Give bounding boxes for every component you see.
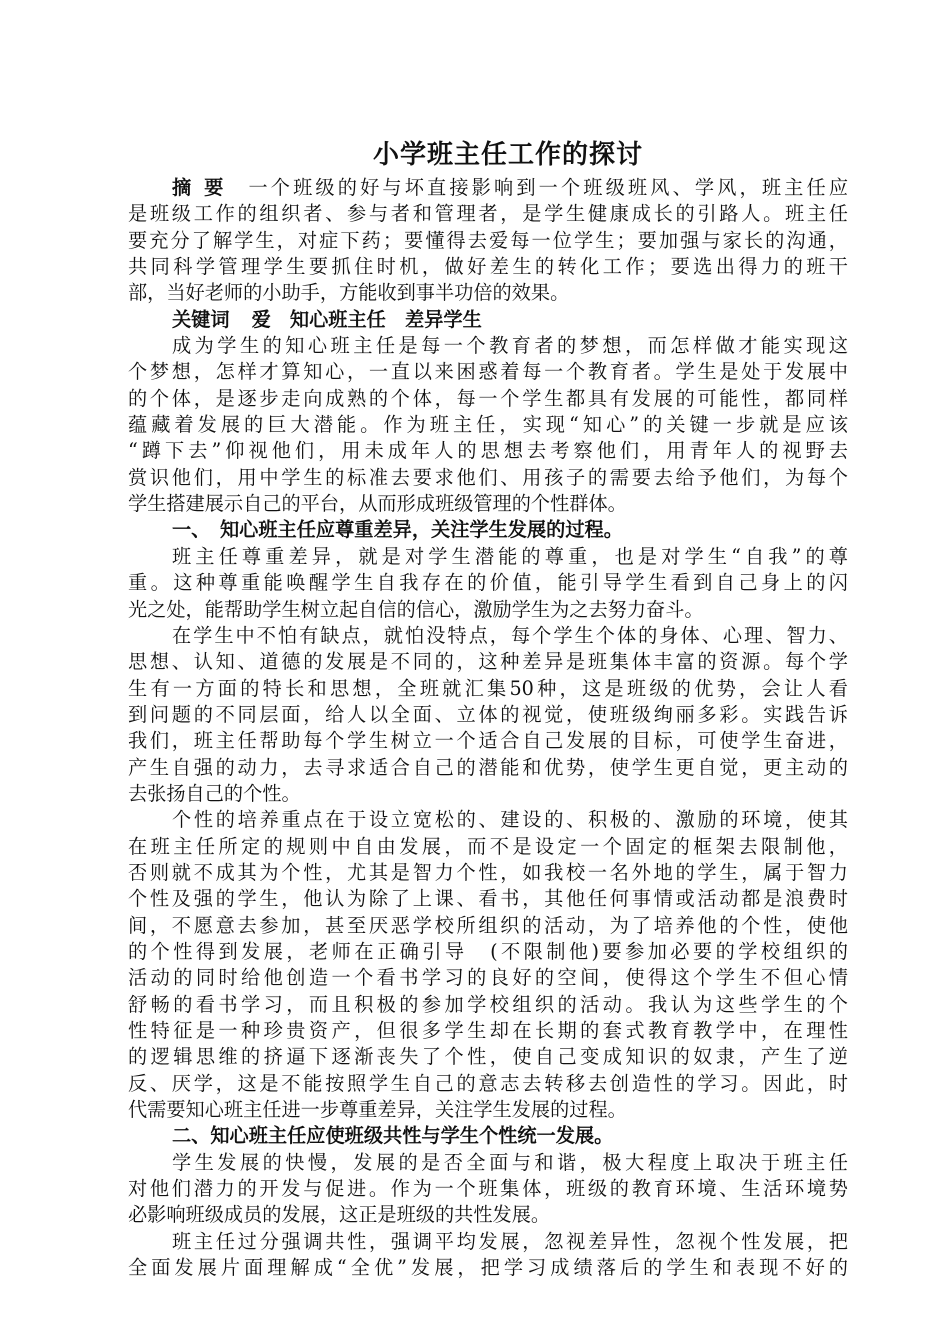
paragraph-line: 的逻辑思维的挤逼下逐渐丧失了个性，使自己变成知识的奴隶，产生了逆 xyxy=(128,1045,848,1069)
paragraph-line: 活动的同时给他创造一个看书学习的良好的空间，使得这个学生不但心情 xyxy=(128,966,848,990)
paragraph-line: 蕴藏着发展的巨大潜能。作为班主任，实现“知心”的关键一步就是应该 xyxy=(128,413,848,437)
abstract-line: 要充分了解学生，对症下药；要懂得去爱每一位学生；要加强与家长的沟通， xyxy=(128,228,848,252)
paragraph-line: “蹲下去”仰视他们，用未成年人的思想去考察他们，用青年人的视野去 xyxy=(128,439,848,463)
document-body xyxy=(128,175,848,1281)
abstract-line: 部，当好老师的小助手，方能收到事半功倍的效果。 xyxy=(128,281,570,305)
paragraph-line: 全面发展片面理解成“全优”发展，把学习成绩落后的学生和表现不好的 xyxy=(128,1256,848,1280)
paragraph-line: 对他们潜力的开发与促进。作为一个班集体，班级的教育环境、生活环境势 xyxy=(128,1177,848,1201)
paragraph-line: 班主任过分强调共性，强调平均发展，忽视差异性，忽视个性发展，把 xyxy=(172,1229,848,1253)
paragraph-line: 舒畅的看书学习，而且积极的参加学校组织的活动。我认为这些学生的个 xyxy=(128,992,848,1016)
section-1-paragraph-3 xyxy=(128,807,848,1123)
abstract-line: 摘 要 一个班级的好与坏直接影响到一个班级班风、学风，班主任应 xyxy=(172,176,848,199)
abstract xyxy=(128,175,848,307)
paragraph-line: 必影响班级成员的发展，这正是班级的共性发展。 xyxy=(128,1203,551,1227)
paragraph-line: 性特征是一种珍贵资产，但很多学生却在长期的套式教育教学中，在理性 xyxy=(128,1019,848,1042)
paragraph-line: 我们，班主任帮助每个学生树立一个适合自己发展的目标，可使学生奋进， xyxy=(128,729,848,753)
paragraph-line: 在班主任所定的规则中自由发展，而不是设定一个固定的框架去限制他， xyxy=(128,834,848,858)
paragraph-line: 成为学生的知心班主任是每一个教育者的梦想，而怎样做才能实现这 xyxy=(172,334,848,358)
section-1-paragraph-1 xyxy=(128,544,848,623)
paragraph-line: 在学生中不怕有缺点，就怕没特点，每个学生个体的身体、心理、智力、 xyxy=(172,623,848,647)
keywords-label: 关键词 xyxy=(172,307,230,331)
paragraph-line: 学生搭建展示自己的平台，从而形成班级管理的个性群体。 xyxy=(128,492,627,516)
paragraph-line: 重。这种尊重能唤醒学生自我存在的价值，能引导学生看到自己身上的闪 xyxy=(128,571,848,595)
intro-paragraph xyxy=(128,333,848,517)
paragraph-line: 的个体，是逐步走向成熟的个体，每一个学生都具有发展的可能性，都同样 xyxy=(128,386,848,410)
paragraph-line: 生有一方面的特长和思想，全班就汇集50种，这是班级的优势，会让人看 xyxy=(128,676,848,700)
section-2-heading: 二、知心班主任应使班级共性与学生个性统一发展。 xyxy=(172,1124,614,1148)
paragraph-line: 到问题的不同层面，给人以全面、立体的视觉，使班级绚丽多彩。实践告诉 xyxy=(128,702,848,726)
abstract-label: 摘 要 xyxy=(172,176,227,199)
paragraph-line: 思想、认知、道德的发展是不同的，这种差异是班集体丰富的资源。每个学 xyxy=(128,650,848,674)
paragraph-line: 个性的培养重点在于设立宽松的、建设的、积极的、激励的环境，使其 xyxy=(172,808,848,832)
section-2-paragraph-1 xyxy=(128,1150,848,1229)
paragraph-line: 产生自强的动力，去寻求适合自己的潜能和优势，使学生更自觉，更主动的 xyxy=(128,755,848,779)
keywords-text: 爱 知心班主任 差异学生 xyxy=(251,307,482,331)
keywords xyxy=(128,307,848,333)
paragraph-line: 反、厌学，这是不能按照学生自己的意志去转移去创造性的学习。因此，时 xyxy=(128,1071,848,1095)
paragraph-line: 去张扬自己的个性。 xyxy=(128,781,301,805)
section-1-paragraph-2 xyxy=(128,623,848,807)
paragraph-line: 个性及强的学生，他认为除了上课、看书，其他任何事情或活动都是浪费时 xyxy=(128,887,848,911)
paragraph-line: 代需要知心班主任进一步尊重差异，关注学生发展的过程。 xyxy=(128,1098,627,1122)
section-2-paragraph-2 xyxy=(128,1229,848,1282)
paragraph-line: 否则就不成其为个性，尤其是智力个性，如我校一名外地的学生，属于智力 xyxy=(128,860,848,884)
document-title: 小学班主任工作的探讨 xyxy=(372,140,643,170)
abstract-line: 共同科学管理学生要抓住时机，做好差生的转化工作；要选出得力的班干 xyxy=(128,255,848,279)
section-1-heading: 一、 知心班主任应尊重差异，关注学生发展的过程。 xyxy=(172,518,623,542)
abstract-line: 是班级工作的组织者、参与者和管理者，是学生健康成长的引路人。班主任 xyxy=(128,202,848,226)
paragraph-line: 的个性得到发展，老师在正确引导 (不限制他)要参加必要的学校组织的 xyxy=(128,939,848,963)
paragraph-line: 学生发展的快慢，发展的是否全面与和谐，极大程度上取决于班主任 xyxy=(172,1150,848,1174)
paragraph-line: 班主任尊重差异，就是对学生潜能的尊重，也是对学生“自我”的尊 xyxy=(172,544,848,568)
paragraph-line: 个梦想，怎样才算知心，一直以来困惑着每一个教育者。学生是处于发展中 xyxy=(128,360,848,384)
paragraph-line: 赏识他们，用中学生的标准去要求他们、用孩子的需要去给予他们，为每个 xyxy=(128,465,848,489)
paragraph-line: 光之处，能帮助学生树立起自信的信心，激励学生为之去努力奋斗。 xyxy=(128,597,704,621)
paragraph-line: 间，不愿意去参加，甚至厌恶学校所组织的活动，为了培养他的个性，使他 xyxy=(128,913,848,937)
